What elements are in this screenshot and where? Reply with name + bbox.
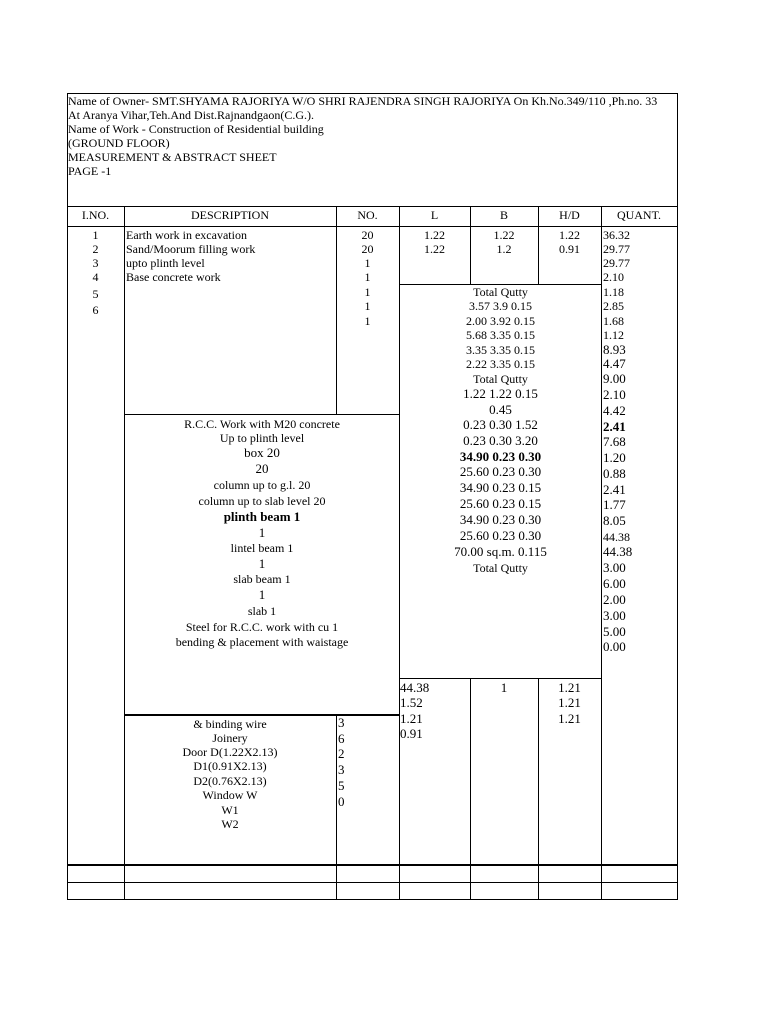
col-header-no: NO. <box>357 208 378 222</box>
desc-joinery-line: D1(0.91X2.13) <box>193 759 267 773</box>
calc-line: 2.22 3.35 0.15 <box>466 357 535 371</box>
quant-value: 1.77 <box>603 497 626 512</box>
calc-line: Total Qutty <box>473 561 528 575</box>
hd-value: 1.21 <box>558 680 581 695</box>
col-header-ino: I.NO. <box>81 208 110 222</box>
desc-rcc-line: bending & placement with waistage <box>175 635 349 649</box>
col-header-hd: H/D <box>559 208 580 222</box>
item-number: 3 <box>92 256 99 270</box>
calc-line: 70.00 sq.m. 0.115 <box>454 544 547 559</box>
quant-value: 6.00 <box>603 576 626 591</box>
quant-value: 7.68 <box>603 434 626 449</box>
no-value: 1 <box>364 256 371 270</box>
col-sep-l-bottom <box>470 678 471 900</box>
calc-line: 1.22 1.22 0.15 <box>463 386 538 401</box>
desc-joinery-line: D2(0.76X2.13) <box>193 774 267 788</box>
desc-joinery-line: Joinery <box>212 731 248 745</box>
no-value: 0 <box>338 794 345 809</box>
l-value: 1.22 <box>424 228 445 242</box>
col-header-quant: QUANT. <box>616 208 662 222</box>
calc-line: 3.35 3.35 0.15 <box>466 343 535 357</box>
item-number: 4 <box>92 270 99 284</box>
l-value: 1.22 <box>424 242 445 256</box>
quant-value: 2.85 <box>603 299 624 313</box>
no-value: 20 <box>361 242 374 256</box>
hd-value: 0.91 <box>559 242 580 256</box>
item-number: 1 <box>92 228 99 242</box>
hd-value: 1.21 <box>558 695 581 710</box>
desc-joinery-line: W2 <box>221 817 239 831</box>
calc-line: 34.90 0.23 0.15 <box>459 480 542 495</box>
quant-value: 3.00 <box>603 608 626 623</box>
hd-value: 1.21 <box>558 711 581 726</box>
desc-joinery-line: Window W <box>202 788 258 802</box>
quant-value: 0.00 <box>603 639 626 654</box>
desc-rcc-line: 1 <box>258 556 266 571</box>
calc-line: 34.90 0.23 0.30 <box>459 512 542 527</box>
no-value: 1 <box>364 270 371 284</box>
col-sep-desc-lower <box>336 715 337 900</box>
desc-sand-filling: Sand/Moorum filling work <box>126 242 256 256</box>
no-value: 2 <box>338 746 345 761</box>
desc-rcc-line: lintel beam 1 <box>230 541 294 555</box>
calc-line: 0.23 0.30 1.52 <box>463 417 538 432</box>
calc-line: 34.90 0.23 0.30 <box>459 449 542 464</box>
quant-value: 1.20 <box>603 450 626 465</box>
quant-value: 2.00 <box>603 592 626 607</box>
calc-line: 25.60 0.23 0.30 <box>459 528 542 543</box>
desc-earthwork: Earth work in excavation <box>126 228 247 242</box>
desc-rcc-line: slab beam 1 <box>233 572 291 586</box>
quant-value: 8.05 <box>603 513 626 528</box>
desc-rcc-line: column up to slab level 20 <box>198 494 326 508</box>
quant-value: 36.32 <box>603 228 630 242</box>
quant-value: 2.41 <box>603 419 626 434</box>
no-value: 3 <box>338 762 345 777</box>
calc-block-bottom <box>399 678 602 679</box>
calc-line: 25.60 0.23 0.30 <box>459 464 542 479</box>
calc-line: Total Qutty <box>473 372 528 386</box>
l-value: 44.38 <box>400 680 430 695</box>
no-value: 6 <box>338 731 345 746</box>
desc-plinth-level: upto plinth level <box>126 256 205 270</box>
quant-value: 29.77 <box>603 256 630 270</box>
l-value: 1.21 <box>400 711 423 726</box>
desc-joinery-line: & binding wire <box>193 717 267 731</box>
col-header-description: DESCRIPTION <box>190 208 269 222</box>
desc-rcc-line: 1 <box>258 587 266 602</box>
quant-value: 4.47 <box>603 356 626 371</box>
desc-rcc-line: plinth beam 1 <box>223 509 301 524</box>
b-value: 1 <box>500 680 508 695</box>
l-value: 1.52 <box>400 695 423 710</box>
desc-rcc-line: slab 1 <box>247 604 277 618</box>
calc-line: 5.68 3.35 0.15 <box>466 328 535 342</box>
no-value: 3 <box>338 715 345 730</box>
quant-value: 2.10 <box>603 270 624 284</box>
page-number: PAGE -1 <box>68 164 112 178</box>
col-header-b: B <box>499 208 508 222</box>
owner-line: Name of Owner- SMT.SHYAMA RAJORIYA W/O SHRI RAJENDRA SINGH RAJORIYA On Kh.No.349/110 ,Ph.no. 33 <box>68 94 658 108</box>
quant-value: 2.10 <box>603 387 626 402</box>
desc-rcc-line: Steel for R.C.C. work with cu 1 <box>185 620 339 634</box>
desc-rcc-line: Up to plinth level <box>219 431 305 445</box>
quant-value: 5.00 <box>603 624 626 639</box>
calc-line: Total Qutty <box>473 285 528 299</box>
calc-line: 3.57 3.9 0.15 <box>469 299 532 313</box>
item-number: 5 <box>92 287 99 301</box>
no-value: 1 <box>364 299 371 313</box>
item-number: 6 <box>92 303 99 317</box>
desc-joinery-line: Door D(1.22X2.13) <box>182 745 278 759</box>
col-header-l: L <box>430 208 439 222</box>
frame-bottom <box>67 899 678 900</box>
calc-line: 25.60 0.23 0.15 <box>459 496 542 511</box>
footer-line-1 <box>67 864 678 866</box>
quant-value: 3.00 <box>603 560 626 575</box>
quant-value: 4.42 <box>603 403 626 418</box>
no-value: 1 <box>364 285 371 299</box>
floor-line: (GROUND FLOOR) <box>68 136 170 150</box>
quant-value: 1.18 <box>603 285 624 299</box>
header-line-bottom <box>67 226 678 227</box>
desc-rcc-line: 1 <box>258 525 266 540</box>
quant-value: 1.12 <box>603 328 624 342</box>
calc-line: 0.45 <box>489 402 512 417</box>
calc-line: 0.23 0.30 3.20 <box>463 433 538 448</box>
item-number: 2 <box>92 242 99 256</box>
desc-rcc-line: column up to g.l. 20 <box>213 478 311 492</box>
desc-base-concrete: Base concrete work <box>126 270 221 284</box>
quant-value: 9.00 <box>603 371 626 386</box>
desc-rcc-line: box 20 <box>244 445 280 460</box>
quant-value: 1.68 <box>603 314 624 328</box>
work-line: Name of Work - Construction of Residential building <box>68 122 324 136</box>
quant-value: 0.88 <box>603 466 626 481</box>
quant-value: 44.38 <box>603 530 630 544</box>
no-value: 5 <box>338 778 345 793</box>
rcc-block-top <box>124 414 400 415</box>
calc-line: 2.00 3.92 0.15 <box>466 314 535 328</box>
joinery-block-top <box>124 714 400 716</box>
quant-value: 29.77 <box>603 242 630 256</box>
footer-line-2 <box>67 882 678 883</box>
desc-rcc-line: R.C.C. Work with M20 concrete <box>184 417 340 431</box>
no-value: 1 <box>364 314 371 328</box>
no-value: 20 <box>361 228 374 242</box>
l-value: 0.91 <box>400 726 423 741</box>
desc-rcc-line: 20 <box>255 461 269 476</box>
desc-joinery-line: W1 <box>221 803 239 817</box>
quant-value: 44.38 <box>603 544 633 559</box>
quant-value: 2.41 <box>603 482 626 497</box>
b-value: 1.2 <box>496 242 512 256</box>
sheet-title: MEASUREMENT & ABSTRACT SHEET <box>68 150 277 164</box>
frame-right <box>677 93 678 900</box>
location-line: At Aranya Vihar,Teh.And Dist.Rajnandgaon(C.G.). <box>68 108 315 122</box>
quant-value: 8.93 <box>603 342 626 357</box>
b-value: 1.22 <box>493 228 515 242</box>
hd-value: 1.22 <box>559 228 580 242</box>
header-line-top <box>67 206 678 207</box>
